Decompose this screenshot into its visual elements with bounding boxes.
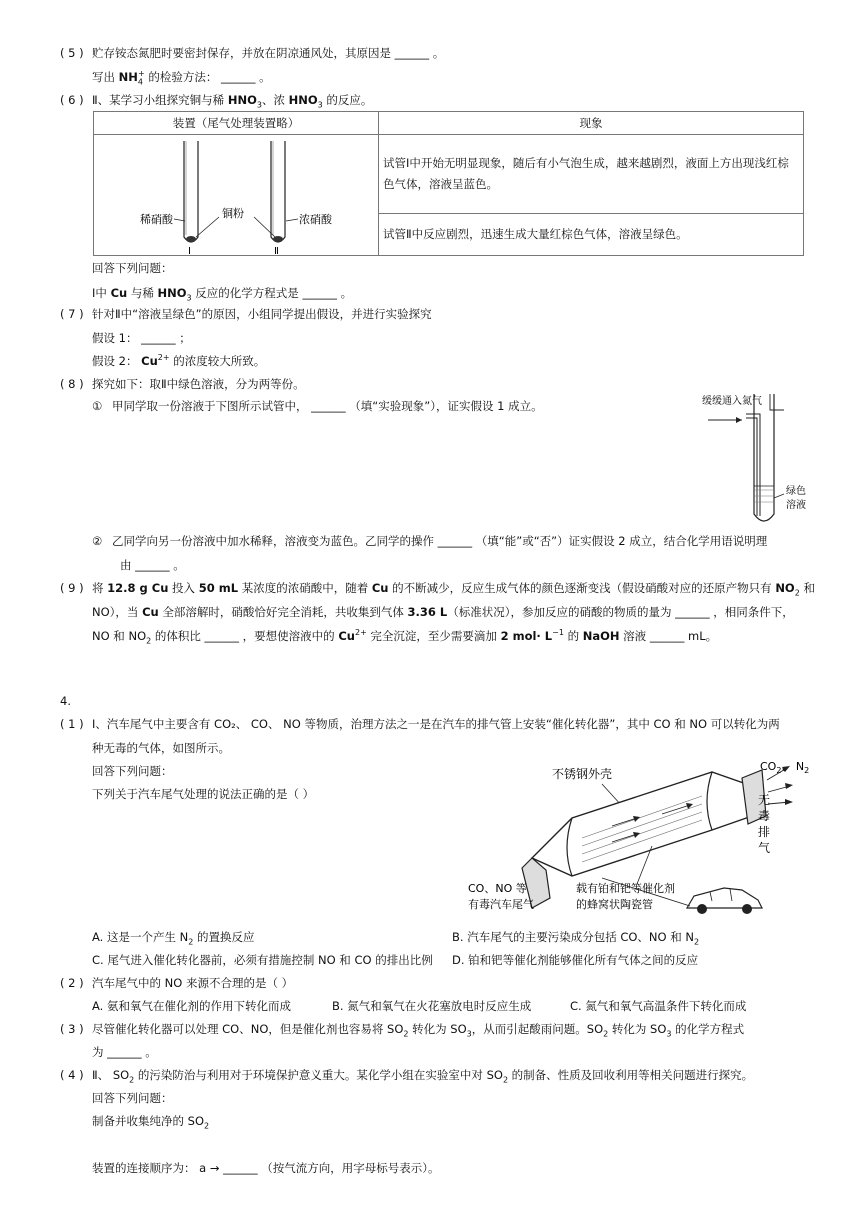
p4-q2-stem: 汽车尾气中的 NO 来源不合理的是（ ）: [92, 976, 294, 990]
label-steel-shell: 不锈钢外壳: [552, 767, 613, 781]
p4-q1-option-c: C. 尾气进入催化转化器前，必须有措施控制 NO 和 CO 的排出比例: [92, 953, 433, 967]
p4-q4-order: 装置的连接顺序为： a → ______ （按气流方向，用字母标号表示）。: [92, 1161, 440, 1175]
q7-hypothesis-1: 假设 1： ______ ；: [92, 331, 191, 345]
p4-q4-intro: 回答下列问题：: [92, 1091, 173, 1105]
phenomenon-row-1: 试管Ⅰ中开始无明显现象，随后有小气泡生成，越来越剧烈，液面上方出现浅红棕色气体，溶液呈蓝色。: [379, 135, 804, 214]
q8-part2-mark: ②: [92, 534, 103, 548]
q9-number: ( 9 ): [60, 581, 84, 595]
p4-q2-option-c: C. 氮气和氧气高温条件下转化而成: [570, 999, 747, 1013]
q9-line3: NO 和 $NO_2$ 的体积比 ______ ，要想使溶液中的 $Cu^{2+}$ 完全沉淀，至少需要滴加 2 $mol\cdot L^{-1}$ 的 NaOH 溶液 ______ mL。: [92, 628, 718, 646]
table-head-apparatus: 装置（尾气处理装置略）: [94, 112, 379, 135]
q8-part1-mark: ①: [92, 399, 103, 413]
label-nitrogen-gas: 缓缓通入氮气: [702, 396, 762, 407]
p4-q1-line2: 种无毒的气体，如图所示。: [92, 741, 230, 755]
test-tube-figure: [94, 135, 376, 255]
q5-line1: 贮存铵态氮肥时要密封保存，并放在阴凉通风处，其原因是 ______ 。: [92, 46, 445, 60]
experiment-table: [93, 111, 804, 256]
car-icon: [687, 888, 762, 914]
copper-powder-1: [186, 236, 196, 242]
q6-number: ( 6 ): [60, 93, 84, 107]
p4-q1-intro: 回答下列问题：: [92, 764, 173, 778]
table-head-phenomenon: 现象: [379, 112, 804, 135]
q8-part2: 乙同学向另一份溶液中加水稀释，溶液变为蓝色。乙同学的操作 ______ （填“能”或“否”）证实假设 2 成立，结合化学用语说明理: [112, 534, 768, 548]
p4-q2-option-b: B. 氮气和氧气在火花塞放电时反应生成: [332, 999, 532, 1013]
q6-title: Ⅱ、某学习小组探究铜与稀 $HNO_3$、浓 $HNO_3$ 的反应。: [92, 93, 373, 110]
p4-q1-stem: 下列关于汽车尾气处理的说法正确的是（ ）: [92, 787, 315, 801]
label-nontoxic-3: 排: [758, 825, 771, 839]
problem-4-index: 4.: [60, 694, 71, 708]
q9-line2: NO），当 Cu 全部溶解时，硝酸恰好完全消耗，共收集到气体 3.36 L（标准状况），参加反应的硝酸的物质的量为 ______ ，相同条件下，: [92, 605, 794, 619]
q8-number: ( 8 ): [60, 377, 84, 391]
q6-answer-intro: 回答下列问题：: [92, 261, 173, 275]
p4-q2-number: ( 2 ): [60, 976, 84, 990]
apparatus-cell: [94, 135, 379, 256]
q7-number: ( 7 ): [60, 307, 84, 321]
p4-q4-line1: Ⅱ、 $SO_2$ 的污染防治与利用对于环境保护意义重大。某化学小组在实验室中对 $SO_2$ 的制备、性质及回收利用等相关问题进行探究。: [92, 1068, 754, 1085]
label-nontoxic-1: 无: [758, 793, 771, 807]
q8-part1: 甲同学取一份溶液于下图所示试管中， ______ （填“实验现象”），证实假设 1 成立。: [112, 399, 543, 413]
p4-q4-number: ( 4 ): [60, 1068, 84, 1082]
p4-q3-line1: 尽管催化转化器可以处理 CO、NO，但是催化剂也容易将 $SO_2$ 转化为 $SO_3$，从而引起酸雨问题。$SO_2$ 转化为 $SO_3$ 的化学方程式: [92, 1022, 745, 1039]
q9-line1: 将 12.8 g Cu 投入 50 mL 某浓度的浓硝酸中，随着 Cu 的不断减少，反应生成气体的颜色逐渐变浅（假设硝酸对应的还原产物只有 $NO_2$ 和: [92, 581, 815, 598]
q5-number: ( 5 ): [60, 46, 84, 60]
label-nontoxic-2: 毒: [758, 809, 771, 823]
label-green-solution-1: 绿色: [786, 486, 806, 497]
label-tube-1: Ⅰ: [188, 246, 191, 255]
label-nontoxic-4: 气: [758, 841, 771, 855]
p4-q2-option-a: A. 氨和氧气在催化剂的作用下转化而成: [92, 999, 291, 1013]
q5-line2: 写出 $NH_4^+$ 的检验方法： ______ 。: [92, 69, 271, 87]
p4-q1-option-a: A. 这是一个产生 $N_2$ 的置换反应: [92, 930, 255, 947]
p4-q3-number: ( 3 ): [60, 1022, 84, 1036]
label-conc-nitric: 浓硝酸: [299, 213, 332, 226]
q7-line1: 针对Ⅱ中“溶液呈绿色”的原因，小组同学提出假设，并进行实验探究: [92, 307, 432, 321]
q7-hypothesis-2: 假设 2： $Cu^{2+}$ 的浓度较大所致。: [92, 353, 266, 368]
label-dilute-nitric: 稀硝酸: [140, 213, 173, 226]
label-green-solution-2: 溶液: [786, 500, 806, 511]
nitrogen-tube-figure: [702, 390, 822, 530]
p4-q1-option-d: D. 铂和钯等催化剂能够催化所有气体之间的反应: [452, 953, 699, 967]
catalytic-converter-figure: [462, 758, 822, 923]
q8-part2-cont: 由 ______ 。: [120, 558, 185, 572]
p4-q1-line1: Ⅰ、汽车尾气中主要含有 CO₂、 CO、 NO 等物质，治理方法之一是在汽车的排气管上安装“催化转化器”，其中 CO 和 NO 可以转化为两: [92, 717, 780, 731]
label-output-gases: $CO_2$、 $N_2$: [760, 760, 810, 775]
label-copper-powder: 铜粉: [222, 207, 244, 220]
q8-line1: 探究如下：取Ⅱ中绿色溶液，分为两等份。: [92, 377, 305, 391]
p4-q1-number: ( 1 ): [60, 717, 84, 731]
label-catalyst-2: 的蜂窝状陶瓷管: [576, 898, 653, 911]
label-tube-2: Ⅱ: [274, 246, 279, 255]
p4-q1-option-b: B. 汽车尾气的主要污染成分包括 CO、NO 和 $N_2$: [452, 930, 700, 947]
converter-body: [532, 772, 752, 876]
q6-equation: Ⅰ中 Cu 与稀 $HNO_3$ 反应的化学方程式是 ______ 。: [92, 286, 353, 303]
label-toxic-exhaust-2: 有毒汽车尾气: [468, 898, 534, 911]
p4-q3-line2: 为 ______ 。: [92, 1045, 157, 1059]
label-toxic-exhaust-1: CO、NO 等: [468, 882, 527, 895]
phenomenon-row-2: 试管Ⅱ中反应剧烈，迅速生成大量红棕色气体，溶液呈绿色。: [379, 213, 804, 255]
p4-q4-stem: 制备并收集纯净的 $SO_2$: [92, 1114, 210, 1131]
label-catalyst-1: 载有铂和钯等催化剂: [576, 882, 675, 895]
